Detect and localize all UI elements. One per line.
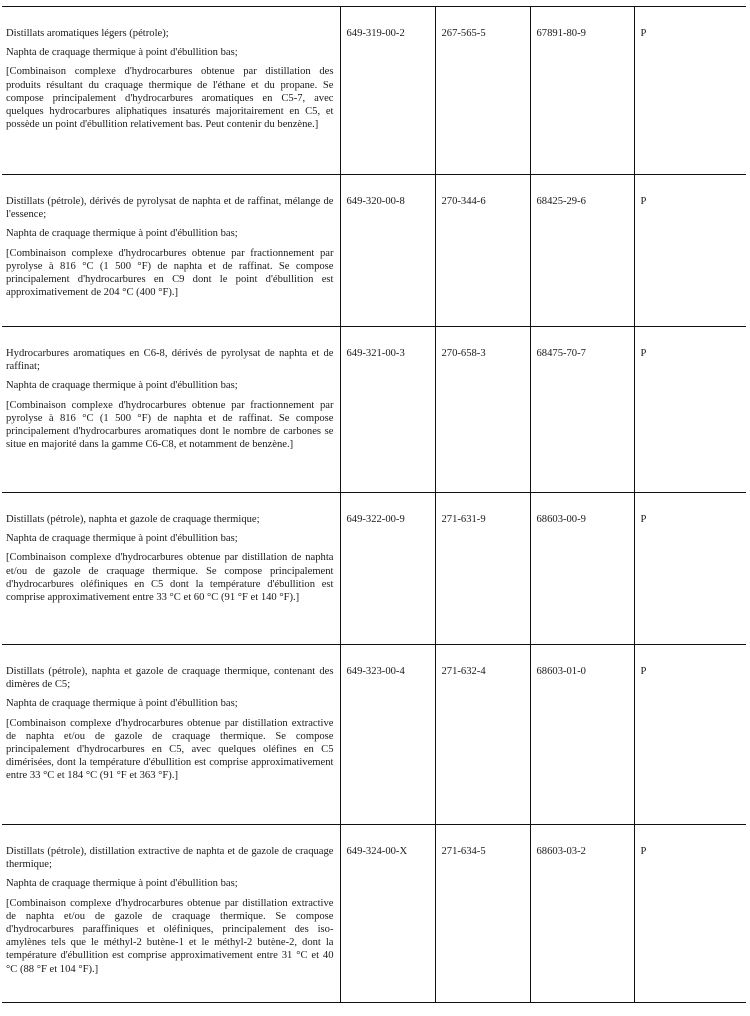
note-cell: P	[634, 327, 746, 493]
substance-general-name: Naphta de craquage thermique à point d'ébullition bas;	[6, 533, 238, 545]
substance-description-cell	[2, 175, 340, 327]
substance-detail: [Combinaison complexe d'hydrocarbures obtenue par fractionnement par pyrolyse à 816 °C (1 500 °F) de naphta et de raffinat. Se compose principalement d'hydrocarbures aromatiques dont le nombre de carbones se situe en majorité dans la gamme C6-C8, et notamment de benzène.]	[6, 399, 334, 451]
substance-name: Distillats (pétrole), distillation extractive de naphta et de gazole de craquage thermique;	[6, 846, 334, 871]
ec-number-cell: 267-565-5	[435, 7, 530, 175]
substance-name: Distillats (pétrole), dérivés de pyrolysat de naphta et de raffinat, mélange de l'essence;	[6, 196, 334, 221]
substance-description-cell	[2, 825, 340, 1003]
index-number-cell: 649-324-00-X	[340, 825, 435, 1003]
substance-name: Distillats aromatiques légers (pétrole);	[6, 28, 169, 39]
substance-detail: [Combinaison complexe d'hydrocarbures obtenue par distillation extractive de naphta et/ou de gazole de craquage thermique. Se compose d'hydrocarbures paraffiniques et oléfiniques, principalement des iso-amylènes tels que le méthyl-2 butène-1 et le méthyl-2 butène-2, dont la température d'ébullition est comprise approximativement entre 31 °C et 40 °C (88 °F et 104 °F).]	[6, 897, 334, 975]
substance-general-name: Naphta de craquage thermique à point d'ébullition bas;	[6, 698, 238, 710]
substance-general-name: Naphta de craquage thermique à point d'ébullition bas;	[6, 47, 238, 59]
cas-number-cell: 68603-01-0	[530, 645, 634, 825]
substance-description-cell	[2, 493, 340, 645]
table-row	[2, 7, 746, 175]
substance-detail: [Combinaison complexe d'hydrocarbures obtenue par distillation extractive de naphta et/ou de gazole de craquage thermique. Se compose principalement d'hydrocarbures en C5, avec quelques oléfines en C5 dimérisées, dont la température d'ébullition est comprise approximativement entre 33 °C et 184 °C (91 °F et 363 °F).]	[6, 717, 334, 782]
cas-number-cell: 68603-03-2	[530, 825, 634, 1003]
note-cell: P	[634, 645, 746, 825]
note-cell: P	[634, 7, 746, 175]
table-row	[2, 645, 746, 825]
index-number-cell: 649-319-00-2	[340, 7, 435, 175]
substance-general-name: Naphta de craquage thermique à point d'ébullition bas;	[6, 878, 238, 890]
substance-description-cell	[2, 645, 340, 825]
index-number-cell: 649-322-00-9	[340, 493, 435, 645]
ec-number-cell: 271-631-9	[435, 493, 530, 645]
substance-description-cell	[2, 7, 340, 175]
ec-number-cell: 271-632-4	[435, 645, 530, 825]
substance-table-body	[2, 7, 746, 1003]
note-cell: P	[634, 493, 746, 645]
substance-description-cell	[2, 327, 340, 493]
substance-name: Hydrocarbures aromatiques en C6-8, dérivés de pyrolysat de naphta et de raffinat;	[6, 348, 334, 373]
substance-general-name: Naphta de craquage thermique à point d'ébullition bas;	[6, 228, 238, 240]
ec-number-cell: 270-344-6	[435, 175, 530, 327]
substance-name: Distillats (pétrole), naphta et gazole de craquage thermique;	[6, 514, 260, 525]
index-number-cell: 649-321-00-3	[340, 327, 435, 493]
table-row	[2, 327, 746, 493]
substance-general-name: Naphta de craquage thermique à point d'ébullition bas;	[6, 380, 238, 392]
table-row	[2, 493, 746, 645]
substance-detail: [Combinaison complexe d'hydrocarbures obtenue par distillation de naphta et/ou de gazole de craquage thermique. Se compose principalement d'hydrocarbures oléfiniques en C5 dont la température d'ébullition est comprise approximativement entre 33 °C et 60 °C (91 °F et 140 °F).]	[6, 552, 334, 604]
cas-number-cell: 68425-29-6	[530, 175, 634, 327]
index-number-cell: 649-323-00-4	[340, 645, 435, 825]
substance-detail: [Combinaison complexe d'hydrocarbures obtenue par distillation des produits résultant du craquage thermique de l'éthane et du propane. Se compose principalement d'hydrocarbures aromatiques en C5-7, avec quelques hydrocarbures aliphatiques insaturés majoritairement en C5, et possède un point d'ébullition relativement bas. Peut contenir du benzène.]	[6, 66, 334, 131]
substance-detail: [Combinaison complexe d'hydrocarbures obtenue par fractionnement par pyrolyse à 816 °C (1 500 °F) de naphta et de raffinat. Se compose principalement d'hydrocarbures en C9 dont le point d'ébullition est approximativement de 204 °C (400 °F).]	[6, 247, 334, 299]
substance-name: Distillats (pétrole), naphta et gazole de craquage thermique, contenant des dimères de C5;	[6, 666, 334, 691]
note-cell: P	[634, 175, 746, 327]
substance-table	[2, 6, 746, 1003]
index-number-cell: 649-320-00-8	[340, 175, 435, 327]
ec-number-cell: 270-658-3	[435, 327, 530, 493]
cas-number-cell: 68475-70-7	[530, 327, 634, 493]
cas-number-cell: 68603-00-9	[530, 493, 634, 645]
cas-number-cell: 67891-80-9	[530, 7, 634, 175]
ec-number-cell: 271-634-5	[435, 825, 530, 1003]
note-cell: P	[634, 825, 746, 1003]
table-row	[2, 175, 746, 327]
table-row	[2, 825, 746, 1003]
